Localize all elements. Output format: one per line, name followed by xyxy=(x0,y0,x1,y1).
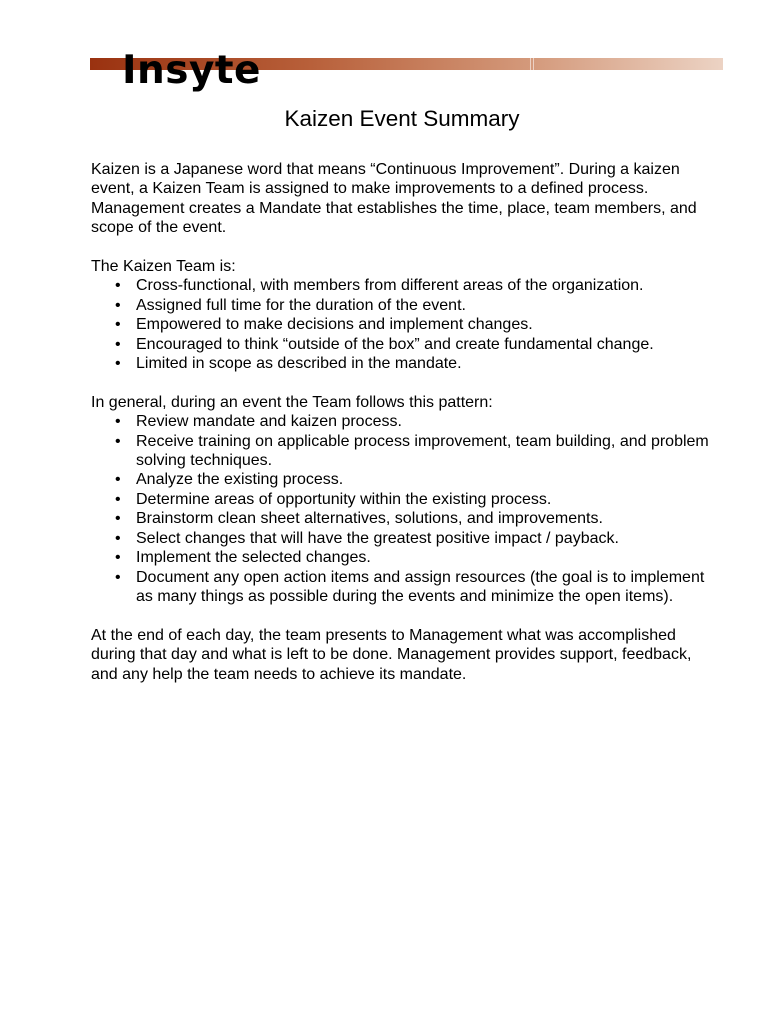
intro-paragraph: Kaizen is a Japanese word that means “Continuous Improvement”. During a kaizen event, a Kaizen Team is assigned to make improvements to a defined process. Management creates a Mandate that establishes the time, place, team members, and scope of the event. xyxy=(91,161,697,237)
bar-divider xyxy=(530,58,531,70)
list-item-text: Limited in scope as described in the mandate. xyxy=(136,355,462,373)
company-logo: Insyte xyxy=(122,48,262,93)
bullet-icon: • xyxy=(115,316,121,334)
bullet-icon: • xyxy=(115,413,121,431)
list-item xyxy=(91,354,721,373)
list-item-text: Empowered to make decisions and implement changes. xyxy=(136,316,533,334)
list-item-text: Select changes that will have the greatest positive impact / payback. xyxy=(136,529,619,547)
list-item-text: Receive training on applicable process improvement, team building, and problem solving techniques. xyxy=(136,432,709,470)
list-item-text: Encouraged to think “outside of the box” and create fundamental change. xyxy=(136,335,654,353)
list-item xyxy=(91,412,721,431)
list-item xyxy=(91,432,721,471)
pattern-heading: In general, during an event the Team follows this pattern: xyxy=(91,393,493,411)
document-body xyxy=(91,160,721,684)
page-title: Kaizen Event Summary xyxy=(284,106,520,131)
list-item xyxy=(91,509,721,528)
list-item xyxy=(91,548,721,567)
list-item xyxy=(91,470,721,489)
bullet-icon: • xyxy=(115,549,121,567)
bar-divider xyxy=(533,58,534,70)
list-item xyxy=(91,529,721,548)
list-item-text: Review mandate and kaizen process. xyxy=(136,413,402,431)
list-item xyxy=(91,568,721,607)
bullet-icon: • xyxy=(115,432,121,450)
bullet-icon: • xyxy=(115,490,121,508)
list-item xyxy=(91,315,721,334)
list-item xyxy=(91,296,721,315)
list-item-text: Determine areas of opportunity within the existing process. xyxy=(136,490,552,508)
bullet-icon: • xyxy=(115,296,121,314)
team-heading: The Kaizen Team is: xyxy=(91,258,236,276)
bullet-icon: • xyxy=(115,568,121,586)
bullet-icon: • xyxy=(115,471,121,489)
bullet-icon: • xyxy=(115,529,121,547)
list-item-text: Assigned full time for the duration of the event. xyxy=(136,296,466,314)
bullet-icon: • xyxy=(115,335,121,353)
bullet-icon: • xyxy=(115,510,121,528)
list-item-text: Analyze the existing process. xyxy=(136,471,344,489)
list-item xyxy=(91,276,721,295)
list-item-text: Document any open action items and assign resources (the goal is to implement as many things as possible during the events and minimize the open items). xyxy=(136,568,705,605)
team-list xyxy=(91,276,721,373)
bullet-icon: • xyxy=(115,355,121,373)
list-item-text: Implement the selected changes. xyxy=(136,549,371,567)
list-item-text: Brainstorm clean sheet alternatives, solutions, and improvements. xyxy=(136,510,603,528)
list-item-text: Cross-functional, with members from different areas of the organization. xyxy=(136,277,644,295)
pattern-list xyxy=(91,412,721,606)
closing-paragraph: At the end of each day, the team presents to Management what was accomplished during that day and what is left to be done. Management provides support, feedback, and any help the team needs to achieve its mandate. xyxy=(91,626,692,683)
bullet-icon: • xyxy=(115,277,121,295)
list-item xyxy=(91,335,721,354)
list-item xyxy=(91,490,721,509)
